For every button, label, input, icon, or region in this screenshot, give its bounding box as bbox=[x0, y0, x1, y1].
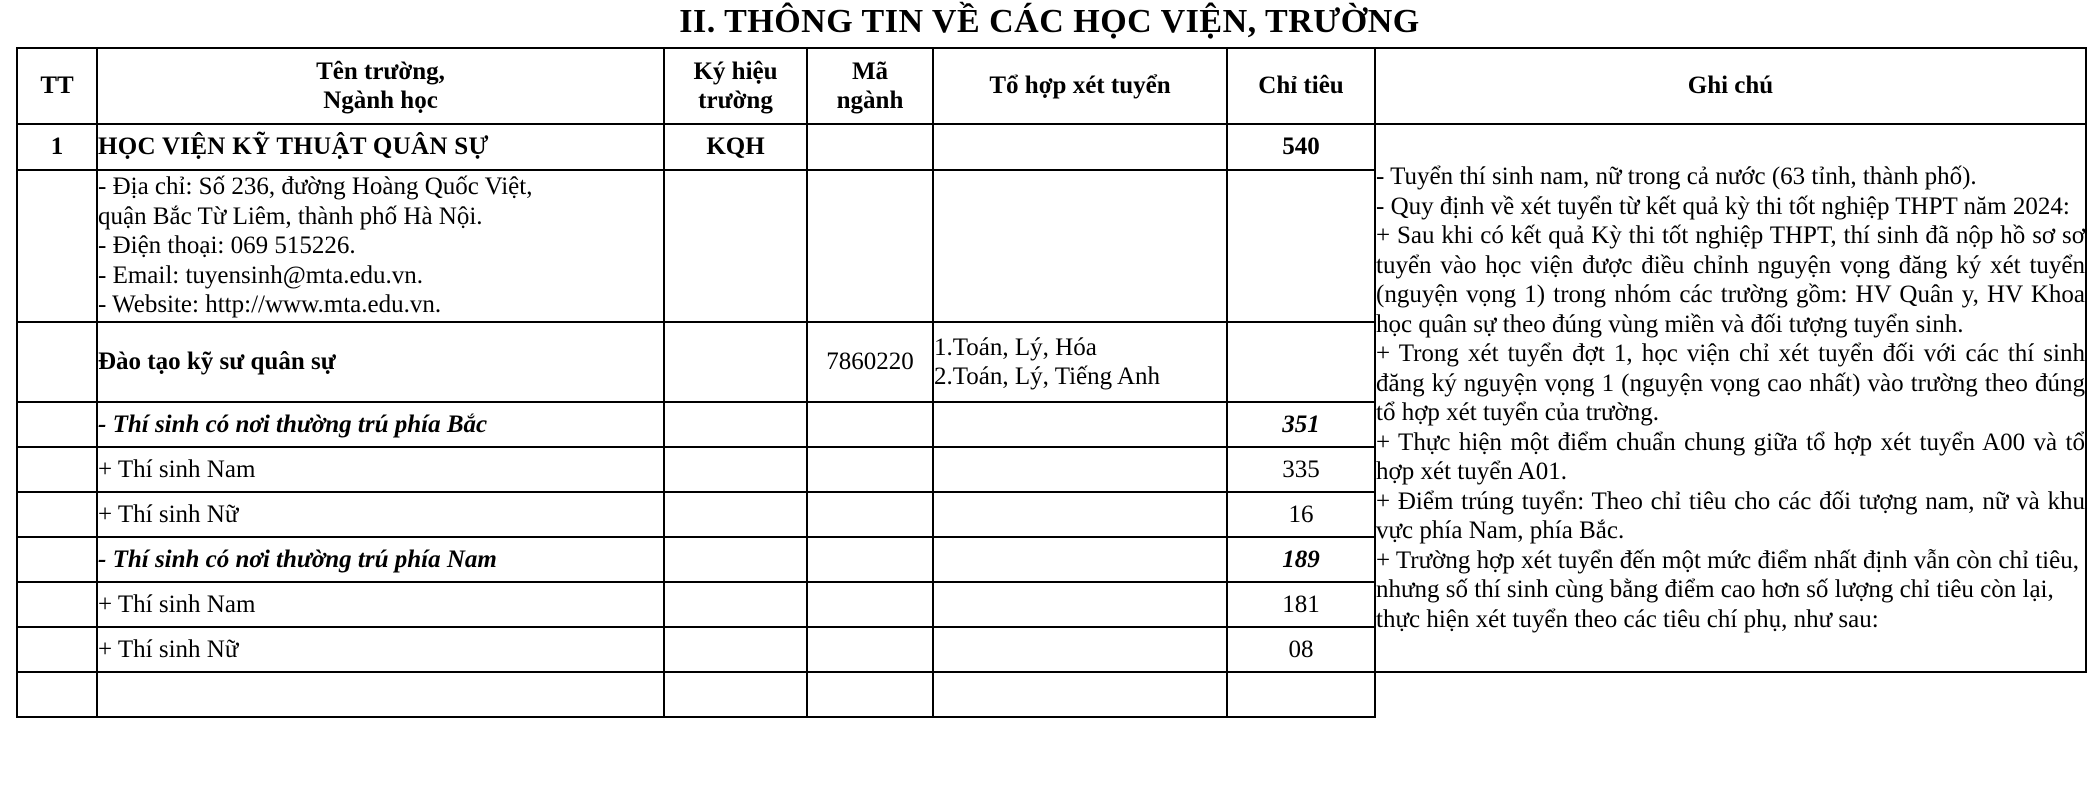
cell-program-quota bbox=[1227, 322, 1375, 402]
cell-contact-tt bbox=[17, 170, 97, 322]
cell-quota-north-male-value: 335 bbox=[1227, 447, 1375, 492]
cell-program-name: Đào tạo kỹ sư quân sự bbox=[97, 322, 664, 402]
combination-option-2: 2.Toán, Lý, Tiếng Anh bbox=[934, 363, 1161, 391]
cell-quota-south-label: - Thí sinh có nơi thường trú phía Nam bbox=[97, 537, 664, 582]
table-header-row bbox=[17, 48, 2086, 124]
cell-quota-south-male-combination bbox=[933, 582, 1227, 627]
cell-quota-south-male-tt bbox=[17, 582, 97, 627]
note-paragraph-6: + Điểm trúng tuyển: Theo chỉ tiêu cho các đối tượng nam, nữ và khu vực phía Nam, phía Bắc. bbox=[1376, 487, 2085, 545]
cell-quota-north-major-code bbox=[807, 402, 933, 447]
table-body bbox=[17, 124, 2086, 717]
cell-quota-north-male-tt bbox=[17, 447, 97, 492]
table-header bbox=[17, 48, 2086, 124]
cell-quota-south-female-school-code bbox=[664, 627, 807, 672]
cell-quota-north-combination bbox=[933, 402, 1227, 447]
combination-option-1: 1.Toán, Lý, Hóa bbox=[934, 333, 1097, 361]
cell-quota-south-female-label: + Thí sinh Nữ bbox=[97, 627, 664, 672]
cell-empty-combination bbox=[933, 672, 1227, 717]
cell-quota-north-school-code bbox=[664, 402, 807, 447]
column-header-school-name bbox=[97, 48, 664, 124]
cell-program-major-code: 7860220 bbox=[807, 322, 933, 402]
note-paragraph-2: - Quy định về xét tuyển từ kết quả kỳ thi tốt nghiệp THPT năm 2024: bbox=[1376, 192, 2070, 220]
column-header-note bbox=[1375, 48, 2086, 124]
table-row-organization bbox=[17, 124, 2086, 170]
cell-empty-label bbox=[97, 672, 664, 717]
cell-quota-north-male-school-code bbox=[664, 447, 807, 492]
cell-quota-north-female-label: + Thí sinh Nữ bbox=[97, 492, 664, 537]
cell-program-combination bbox=[933, 322, 1227, 402]
table-row-empty bbox=[17, 672, 2086, 717]
cell-quota-south-female-major-code bbox=[807, 627, 933, 672]
column-header-tt bbox=[17, 48, 97, 124]
cell-quota-north-tt bbox=[17, 402, 97, 447]
column-header-school-name-line2: Ngành học bbox=[323, 87, 438, 115]
cell-quota-south-school-code bbox=[664, 537, 807, 582]
admissions-table bbox=[16, 47, 2087, 718]
cell-quota-north-label: - Thí sinh có nơi thường trú phía Bắc bbox=[97, 402, 664, 447]
column-header-combination-label: Tổ hợp xét tuyển bbox=[989, 72, 1171, 100]
cell-quota-south-female-value: 08 bbox=[1227, 627, 1375, 672]
cell-empty-quota bbox=[1227, 672, 1375, 717]
note-paragraph-5: + Thực hiện một điểm chuẩn chung giữa tổ hợp xét tuyển A00 và tổ hợp xét tuyển A01. bbox=[1376, 428, 2085, 486]
cell-contact-major-code bbox=[807, 170, 933, 322]
column-header-school-code-line2: trường bbox=[698, 87, 773, 115]
cell-organization-name: HỌC VIỆN KỸ THUẬT QUÂN SỰ bbox=[97, 124, 664, 170]
contact-phone: - Điện thoại: 069 515226. bbox=[98, 232, 356, 260]
cell-quota-south-tt bbox=[17, 537, 97, 582]
cell-program-tt bbox=[17, 322, 97, 402]
cell-quota-south-male-label: + Thí sinh Nam bbox=[97, 582, 664, 627]
cell-quota-south-male-value: 181 bbox=[1227, 582, 1375, 627]
column-header-combination bbox=[933, 48, 1227, 124]
cell-quota-north-female-value: 16 bbox=[1227, 492, 1375, 537]
cell-contact-details bbox=[97, 170, 664, 322]
cell-contact-school-code bbox=[664, 170, 807, 322]
cell-quota-south-female-combination bbox=[933, 627, 1227, 672]
cell-organization-combination bbox=[933, 124, 1227, 170]
column-header-school-name-line1: Tên trường, bbox=[316, 57, 445, 85]
cell-quota-north-female-tt bbox=[17, 492, 97, 537]
page-title: II. THÔNG TIN VỀ CÁC HỌC VIỆN, TRƯỜNG bbox=[679, 3, 1420, 40]
note-paragraph-7: + Trường hợp xét tuyển đến một mức điểm nhất định vẫn còn chỉ tiêu, nhưng số thí sinh cùng bằng điểm cao hơn số lượng chỉ tiêu còn lại, thực hiện xét tuyển theo các tiêu chí phụ, như sau: bbox=[1376, 546, 2079, 633]
cell-quota-north-female-combination bbox=[933, 492, 1227, 537]
cell-organization-major-code bbox=[807, 124, 933, 170]
column-header-note-label: Ghi chú bbox=[1687, 72, 1774, 100]
cell-quota-south-male-major-code bbox=[807, 582, 933, 627]
column-header-major-code-line2: ngành bbox=[836, 87, 904, 115]
cell-quota-north-female-school-code bbox=[664, 492, 807, 537]
cell-program-school-code bbox=[664, 322, 807, 402]
cell-tt-number: 1 bbox=[17, 124, 97, 170]
cell-quota-south-female-tt bbox=[17, 627, 97, 672]
cell-quota-south-combination bbox=[933, 537, 1227, 582]
cell-quota-north-male-combination bbox=[933, 447, 1227, 492]
cell-empty-school-code bbox=[664, 672, 807, 717]
cell-quota-north-male-label: + Thí sinh Nam bbox=[97, 447, 664, 492]
note-paragraph-3: + Sau khi có kết quả Kỳ thi tốt nghiệp THPT, thí sinh đã nộp hồ sơ sơ tuyển vào học viện được điều chỉnh nguyện vọng đăng ký xét tuyển (nguyện vọng 1) trong nhóm các trường gồm: HV Quân y, HV Khoa học quân sự theo đúng vùng miền và đối tượng tuyển sinh. bbox=[1376, 222, 2085, 338]
cell-quota-north-value: 351 bbox=[1227, 402, 1375, 447]
contact-address-line1: - Địa chỉ: Số 236, đường Hoàng Quốc Việt, bbox=[98, 173, 533, 201]
column-header-quota bbox=[1227, 48, 1375, 124]
contact-address-line2: quận Bắc Từ Liêm, thành phố Hà Nội. bbox=[98, 202, 483, 230]
note-paragraph-4: + Trong xét tuyển đợt 1, học viện chỉ xét tuyển đối với các thí sinh đăng ký nguyện vọng 1 (nguyện vọng cao nhất) vào trường theo đúng tổ hợp xét tuyển của trường. bbox=[1376, 340, 2085, 427]
column-header-tt-label: TT bbox=[40, 72, 74, 100]
cell-quota-north-female-major-code bbox=[807, 492, 933, 537]
note-paragraph-1: - Tuyển thí sinh nam, nữ trong cả nước (63 tỉnh, thành phố). bbox=[1376, 163, 1977, 191]
cell-quota-south-value: 189 bbox=[1227, 537, 1375, 582]
column-header-school-code-line1: Ký hiệu bbox=[693, 57, 778, 85]
column-header-major-code-line1: Mã bbox=[851, 57, 889, 85]
cell-notes bbox=[1375, 124, 2086, 672]
contact-email: - Email: tuyensinh@mta.edu.vn. bbox=[98, 261, 424, 289]
column-header-major-code bbox=[807, 48, 933, 124]
column-header-quota-label: Chỉ tiêu bbox=[1258, 72, 1344, 100]
cell-organization-quota: 540 bbox=[1227, 124, 1375, 170]
cell-quota-south-male-school-code bbox=[664, 582, 807, 627]
cell-organization-school-code: KQH bbox=[664, 124, 807, 170]
cell-quota-south-major-code bbox=[807, 537, 933, 582]
column-header-school-code bbox=[664, 48, 807, 124]
contact-website: - Website: http://www.mta.edu.vn. bbox=[98, 291, 442, 319]
cell-quota-north-male-major-code bbox=[807, 447, 933, 492]
cell-empty-major-code bbox=[807, 672, 933, 717]
cell-empty-tt bbox=[17, 672, 97, 717]
cell-contact-quota bbox=[1227, 170, 1375, 322]
cell-contact-combination bbox=[933, 170, 1227, 322]
